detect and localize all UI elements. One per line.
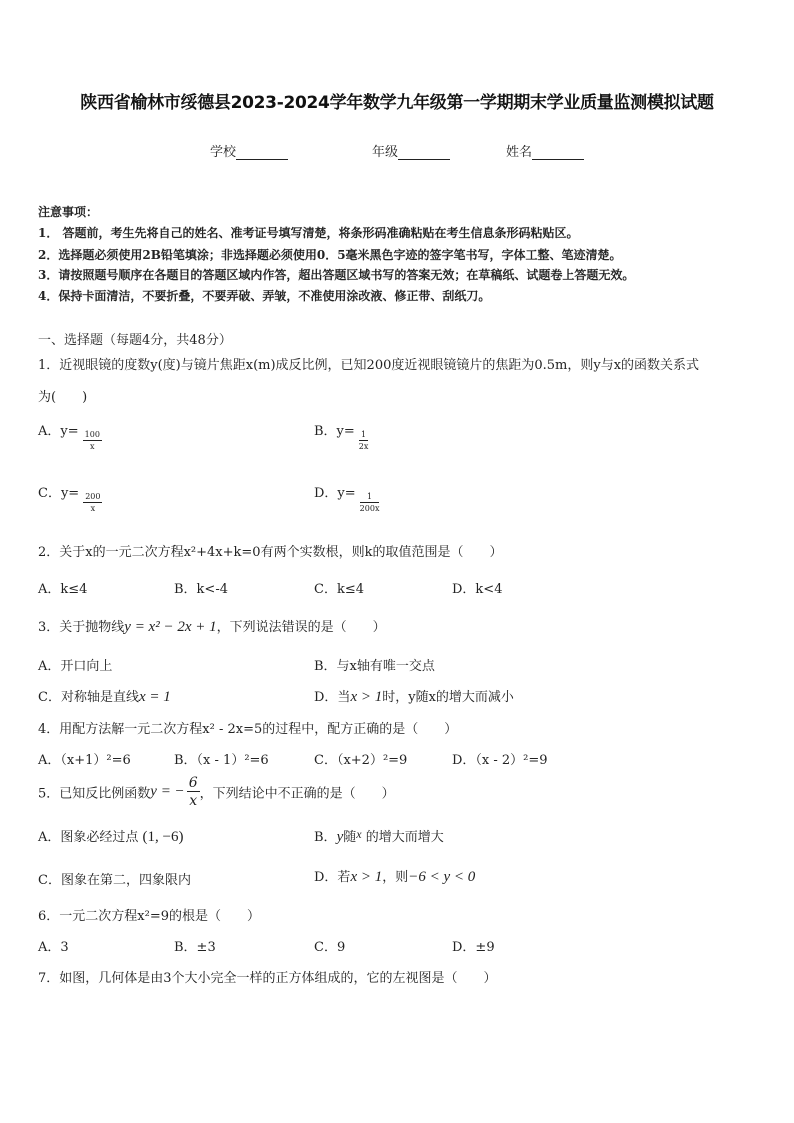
school-blank xyxy=(236,145,288,160)
grade-blank xyxy=(398,145,450,160)
page-title: 陕西省榆林市绥德县2023-2024学年数学九年级第一学期期末学业质量监测模拟试题 xyxy=(80,93,714,113)
q5-formula: y = − xyxy=(150,783,185,800)
q2-stem: 2．关于x的一元二次方程x²+4x+k=0有两个实数根，则k的取值范围是（ ） xyxy=(38,545,503,560)
note-item: 3．请按照题号顺序在各题目的答题区域内作答，超出答题区域书写的答案无效；在草稿纸、试题卷上答题无效。 xyxy=(38,268,635,282)
q4-option-c: C．（x+2）²=9 xyxy=(314,753,408,768)
q2-option-b: B．k<-4 xyxy=(174,582,228,597)
q4-option-b: B．（x - 1）²=6 xyxy=(174,753,269,768)
q2-option-a: A．k≤4 xyxy=(38,582,88,597)
name-field xyxy=(506,141,584,160)
q1-stem-line2: 为( ) xyxy=(38,390,88,405)
note-item: 4．保持卡面清洁，不要折叠，不要弄破、弄皱，不准使用涂改液、修正带、刮纸刀。 xyxy=(38,289,491,303)
note-item: 2．选择题必须使用2B铅笔填涂；非选择题必须使用0．5毫米黑色字迹的签字笔书写，字体工整、笔迹清楚。 xyxy=(38,248,622,262)
q6-option-a: A．3 xyxy=(38,940,69,955)
q1-option-a: A．y= $\frac{100}{x}$ xyxy=(38,424,100,451)
q2-option-d: D．k<4 xyxy=(452,582,503,597)
q6-option-c: C．9 xyxy=(314,940,346,955)
name-blank xyxy=(532,145,584,160)
q3-option-b: B．与x轴有唯一交点 xyxy=(314,659,435,674)
school-label: 学校 xyxy=(210,145,237,160)
q4-option-a: A．（x+1）²=6 xyxy=(38,753,131,768)
grade-field xyxy=(372,141,450,160)
q1-option-d: D．y= $\frac{1}{200x}$ xyxy=(314,486,380,513)
grade-label: 年级 xyxy=(372,145,399,160)
q2-option-c: C．k≤4 xyxy=(314,582,364,597)
q6-option-b: B．±3 xyxy=(174,940,216,955)
q6-stem: 6．一元二次方程x²=9的根是（ ） xyxy=(38,909,260,924)
school-field xyxy=(210,141,288,160)
q4-option-d: D．（x - 2）²=9 xyxy=(452,753,548,768)
note-item: 1． 答题前，考生先将自己的姓名、准考证号填写清楚，将条形码准确粘贴在考生信息条形码粘贴区。 xyxy=(38,226,579,240)
q3-formula: y = x² − 2x + 1 xyxy=(124,619,217,635)
q5-option-b: B．y随x 的增大而增大 xyxy=(314,827,444,845)
q5-option-c: C．图象在第二，四象限内 xyxy=(38,873,191,888)
q5-option-a: A．图象必经过点 (1, −6) xyxy=(38,829,184,845)
q3-stem: 3．关于抛物线y = x² − 2x + 1，下列说法错误的是（ ） xyxy=(38,619,386,635)
q5-stem: 5．已知反比例函数y = − $\frac{6}{x}$ ，下列结论中不正确的是（ ） xyxy=(38,775,395,809)
notes-heading: 注意事项： xyxy=(38,205,99,219)
q1-option-c: C．y= $\frac{200}{x}$ xyxy=(38,486,101,513)
q5-option-d: D．若x > 1，则−6 < y < 0 xyxy=(314,869,476,885)
q3-option-d: D．当x > 1时，y随x的增大而减小 xyxy=(314,689,514,705)
q3-option-a: A．开口向上 xyxy=(38,659,113,674)
q1-stem: 1．近视眼镜的度数y(度)与镜片焦距x(m)成反比例，已知200度近视眼镜镜片的焦距为0.5m，则y与x的函数关系式 xyxy=(38,358,700,373)
q3-option-c: C．对称轴是直线x = 1 xyxy=(38,689,171,705)
q7-stem: 7．如图，几何体是由3个大小完全一样的正方体组成的，它的左视图是（ ） xyxy=(38,971,497,986)
q6-option-d: D．±9 xyxy=(452,940,495,955)
name-label: 姓名 xyxy=(506,145,533,160)
q4-stem: 4．用配方法解一元二次方程x² - 2x=5的过程中，配方正确的是（ ） xyxy=(38,722,458,737)
q1-option-b: B．y= $\frac{1}{2x}$ xyxy=(314,424,369,451)
section-heading: 一、选择题（每题4分，共48分） xyxy=(38,333,232,348)
